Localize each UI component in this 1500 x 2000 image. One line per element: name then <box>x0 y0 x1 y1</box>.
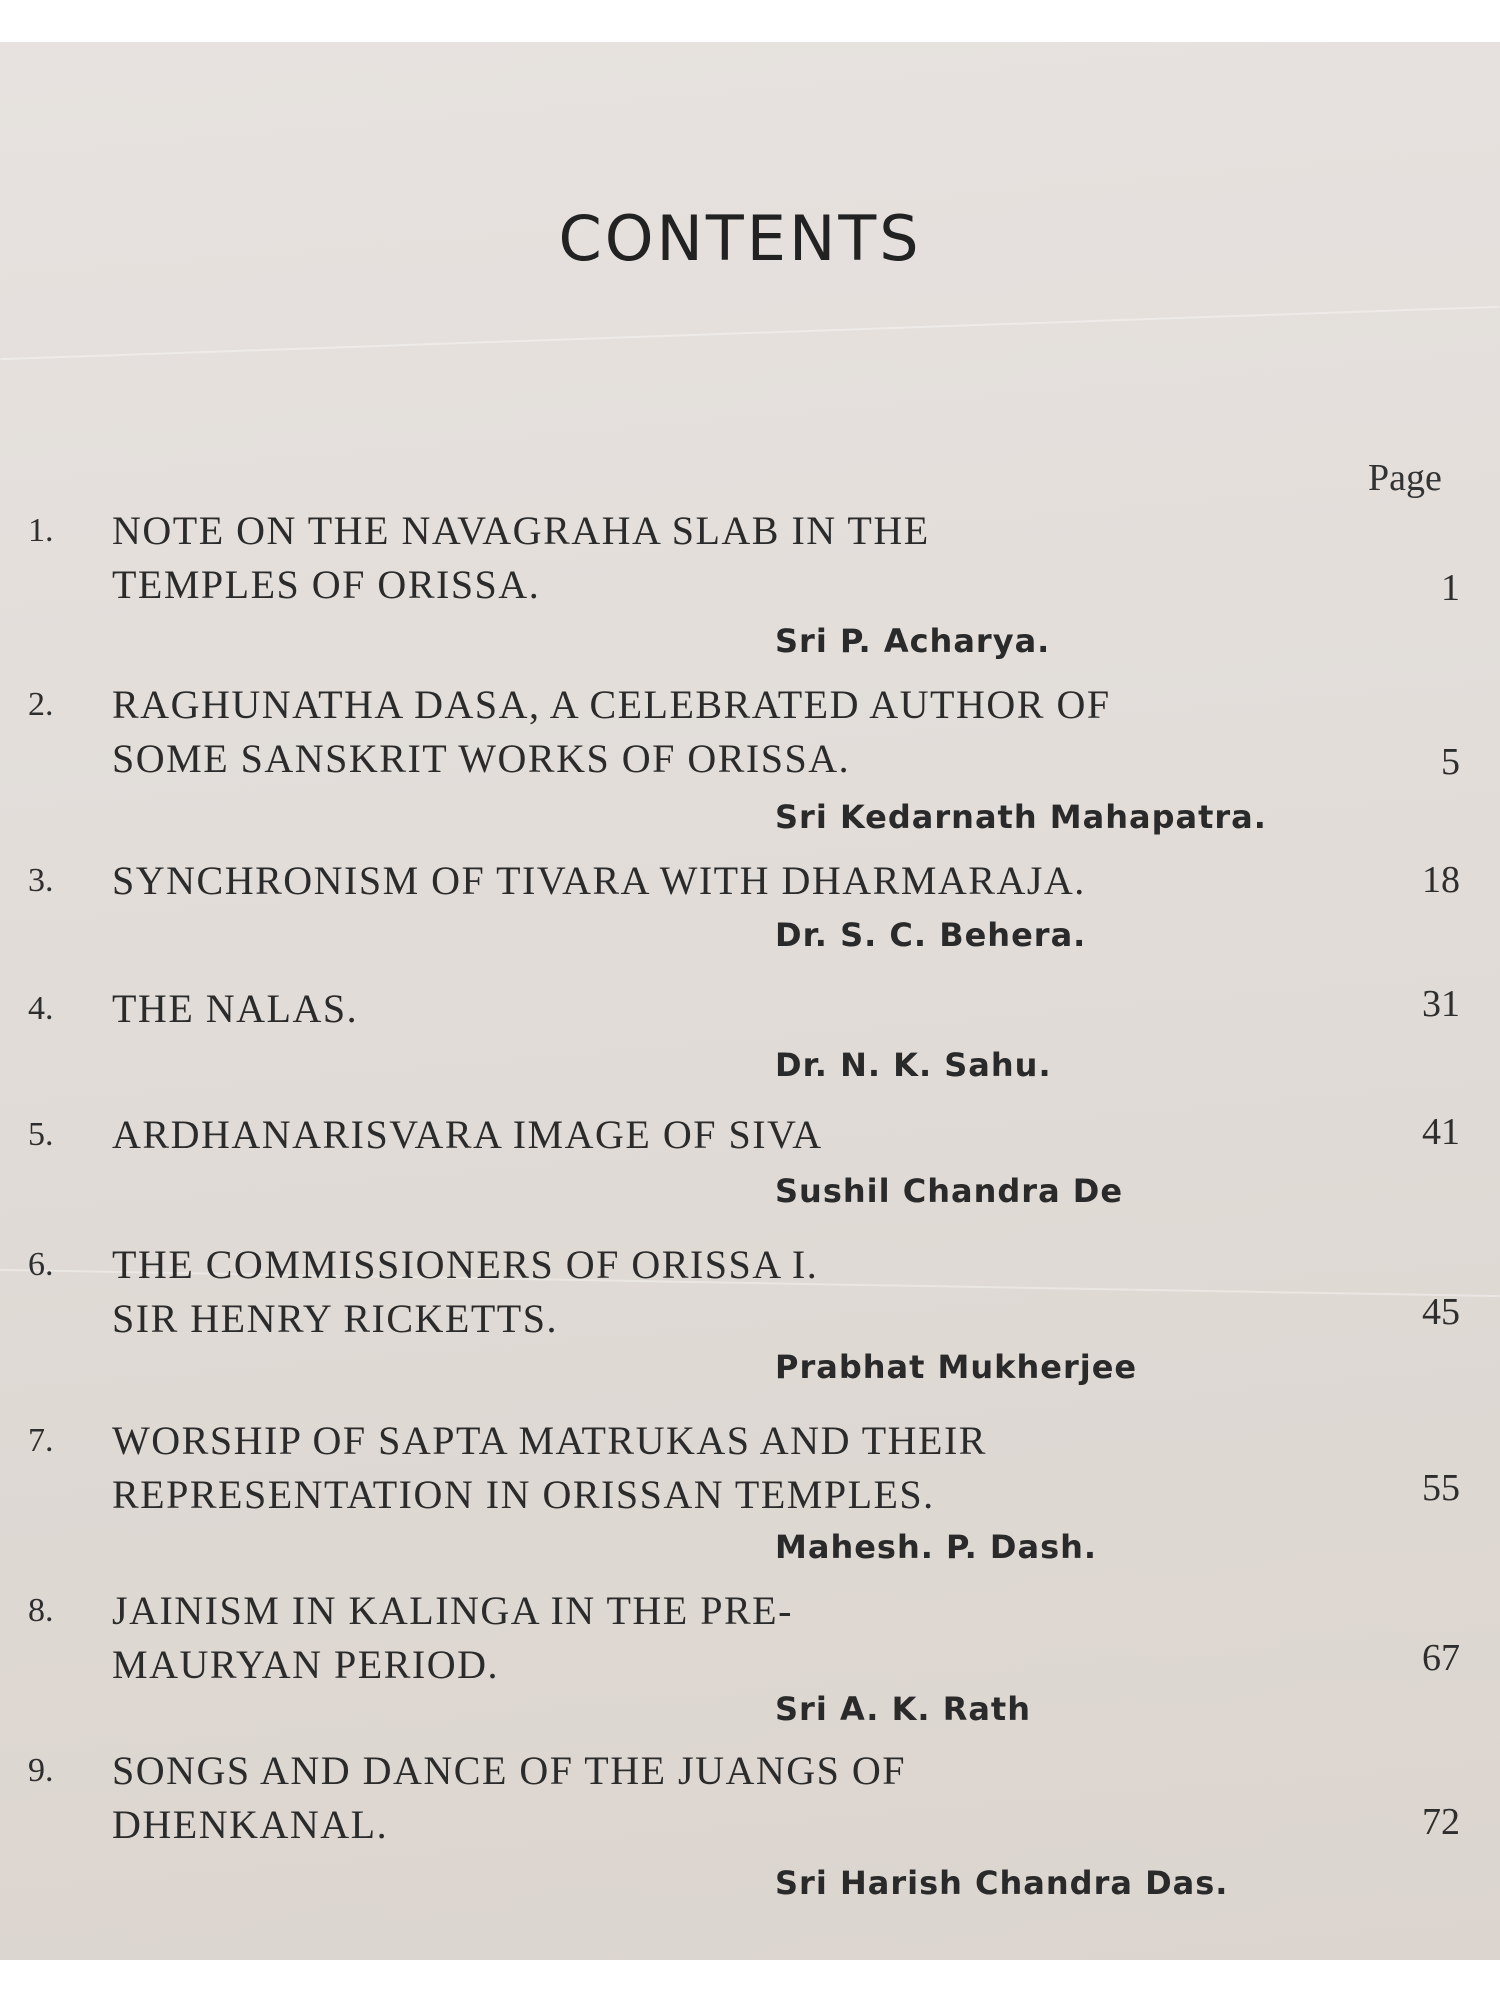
entry-author: Dr. S. C. Behera. <box>775 916 1087 954</box>
entry-page: 67 <box>1422 1637 1460 1679</box>
entry-author: Sri Harish Chandra Das. <box>775 1864 1229 1902</box>
entry-number: 8. <box>28 1592 54 1629</box>
entry-number: 3. <box>28 862 54 899</box>
entry-page: 45 <box>1422 1291 1460 1333</box>
entry-author: Mahesh. P. Dash. <box>775 1528 1098 1566</box>
entry-page: 18 <box>1422 859 1460 901</box>
entry-number: 9. <box>28 1752 54 1789</box>
entry-title: NOTE ON THE NAVAGRAHA SLAB IN THE TEMPLES OF ORISSA. <box>112 508 930 607</box>
entry-title: THE NALAS. <box>112 986 359 1031</box>
entry-author: Sri P. Acharya. <box>775 622 1051 660</box>
entry-page: 55 <box>1422 1467 1460 1509</box>
entry-number: 4. <box>28 990 54 1027</box>
contents-page <box>0 42 1500 1960</box>
entry-author: Dr. N. K. Sahu. <box>775 1046 1052 1084</box>
entry-author: Sri A. K. Rath <box>775 1690 1031 1728</box>
entry-author: Sri Kedarnath Mahapatra. <box>775 798 1267 836</box>
entry-title: SONGS AND DANCE OF THE JUANGS OF DHENKANAL. <box>112 1748 907 1847</box>
entry-number: 1. <box>28 512 54 549</box>
entry-page: 31 <box>1422 983 1460 1025</box>
entry-number: 5. <box>28 1116 54 1153</box>
entry-number: 6. <box>28 1246 54 1283</box>
page-title: CONTENTS <box>558 202 922 275</box>
entry-title: THE COMMISSIONERS OF ORISSA I. SIR HENRY RICKETTS. <box>112 1242 819 1341</box>
entry-title: WORSHIP OF SAPTA MATRUKAS AND THEIR REPRESENTATION IN ORISSAN TEMPLES. <box>112 1418 987 1517</box>
page-column-label: Page <box>1368 457 1442 499</box>
entry-number: 7. <box>28 1422 54 1459</box>
entry-page: 72 <box>1422 1801 1460 1843</box>
entry-page: 1 <box>1441 567 1460 609</box>
entry-number: 2. <box>28 686 54 723</box>
entry-page: 41 <box>1422 1111 1460 1153</box>
entry-title: SYNCHRONISM OF TIVARA WITH DHARMARAJA. <box>112 858 1086 903</box>
paper-crease <box>0 306 1499 360</box>
entry-title: JAINISM IN KALINGA IN THE PRE-MAURYAN PERIOD. <box>112 1588 793 1687</box>
entry-page: 5 <box>1441 741 1460 783</box>
entry-title: RAGHUNATHA DASA, A CELEBRATED AUTHOR OF SOME SANSKRIT WORKS OF ORISSA. <box>112 682 1111 781</box>
entry-title: ARDHANARISVARA IMAGE OF SIVA <box>112 1112 823 1157</box>
entry-author: Sushil Chandra De <box>775 1172 1124 1210</box>
entry-author: Prabhat Mukherjee <box>775 1348 1138 1386</box>
